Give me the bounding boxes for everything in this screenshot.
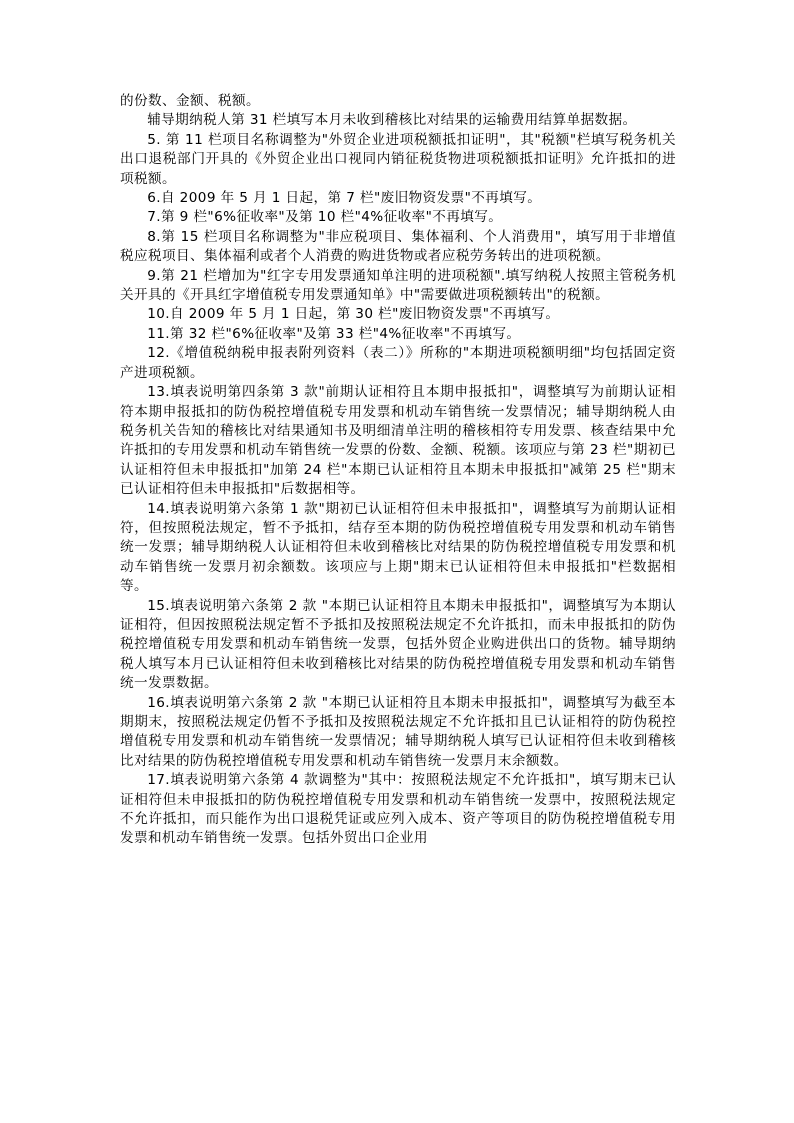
paragraph-item-16: 16.填表说明第六条第 2 款 "本期已认证相符且本期未申报抵扣"，调整填写为截至本期期末，按照税法规定仍暂不予抵扣及按照税法规定不允许抵扣且已认证相符的防伪税控增值税专用发票和机动车销售统一发票情况；辅导期纳税人填写已认证相符但未收到稽核比对结果的防伪税控增值税专用发票和机动车销售统一发票月末余额数。 xyxy=(120,694,676,769)
paragraph-item-10: 10.自 2009 年 5 月 1 日起，第 30 栏"废旧物资发票"不再填写。 xyxy=(147,306,560,323)
paragraph-item-12: 12.《增值税纳税申报表附列资料（表二）》所称的"本期进项税额明细"均包括固定资产进项税额。 xyxy=(120,345,676,381)
paragraph-item-14: 14.填表说明第六条第 1 款"期初已认证相符但未申报抵扣"，调整填写为前期认证相符，但按照税法规定，暂不予抵扣，结存至本期的防伪税控增值税专用发票和机动车销售统一发票；辅导期纳税人认证相符但未收到稽核比对结果的防伪税控增值税专用发票和机动车销售统一发票月初余额数。该项应与上期"期末已认证相符但未申报抵扣"栏数据相等。 xyxy=(120,500,676,595)
paragraph-continued: 的份数、金额、税额。 xyxy=(120,93,260,109)
paragraph-item-9: 9.第 21 栏增加为"红字专用发票通知单注明的进项税额".填写纳税人按照主管税务机关开具的《开具红字增值税专用发票通知单》中"需要做进项税额转出"的税额。 xyxy=(120,267,676,304)
paragraph-item-8: 8.第 15 栏项目名称调整为"非应税项目、集体福利、个人消费用"，填写用于非增值税应税项目、集体福利或者个人消费的购进货物或者应税劳务转出的进项税额。 xyxy=(120,228,676,265)
paragraph-item-7: 7.第 9 栏"6%征收率"及第 10 栏"4%征收率"不再填写。 xyxy=(147,209,503,226)
paragraph-transport-invoices: 辅导期纳税人第 31 栏填写本月未收到稽核比对结果的运输费用结算单据数据。 xyxy=(147,112,637,129)
paragraph-item-17: 17.填表说明第六条第 4 款调整为"其中：按照税法规定不允许抵扣"，填写期末已认证相符但未申报抵扣的防伪税控增值税专用发票和机动车销售统一发票中，按照税法规定不允许抵扣，而只能作为出口退税凭证或应列入成本、资产等项目的防伪税控增值税专用发票和机动车销售统一发票。包括外贸出口企业用 xyxy=(120,772,676,847)
paragraph-item-11: 11.第 32 栏"6%征收率"及第 33 栏"4%征收率"不再填写。 xyxy=(147,325,521,342)
paragraph-item-5: 5. 第 11 栏项目名称调整为"外贸企业进项税额抵扣证明"，其"税额"栏填写税务机关出口退税部门开具的《外贸企业出口视同内销征税货物进项税额抵扣证明》允许抵扣的进项税额。 xyxy=(120,131,676,187)
document-body xyxy=(120,92,676,849)
paragraph-item-6: 6.自 2009 年 5 月 1 日起，第 7 栏"废旧物资发票"不再填写。 xyxy=(147,190,542,207)
paragraph-item-15: 15.填表说明第六条第 2 款 "本期已认证相符且本期未申报抵扣"，调整填写为本期认证相符，但因按照税法规定暂不予抵扣及按照税法规定不允许抵扣，而未申报抵扣的防伪税控增值税专用发票和机动车销售统一发票，包括外贸企业购进供出口的货物。辅导期纳税人填写本月已认证相符但未收到稽核比对结果的防伪税控增值税专用发票和机动车销售统一发票数据。 xyxy=(120,597,676,692)
paragraph-item-13: 13.填表说明第四条第 3 款"前期认证相符且本期申报抵扣"，调整填写为前期认证相符本期申报抵扣的防伪税控增值税专用发票和机动车销售统一发票情况；辅导期纳税人由税务机关告知的稽核比对结果通知书及明细清单注明的稽核相符专用发票、核查结果中允许抵扣的专用发票和机动车销售统一发票的份数、金额、税额。该项应与第 23 栏"期初已认证相符但未申报抵扣"加第 24 栏"本期已认证相符且本期未申报抵扣"减第 25 栏"期末已认证相符但未申报抵扣"后数据相等。 xyxy=(120,384,676,498)
